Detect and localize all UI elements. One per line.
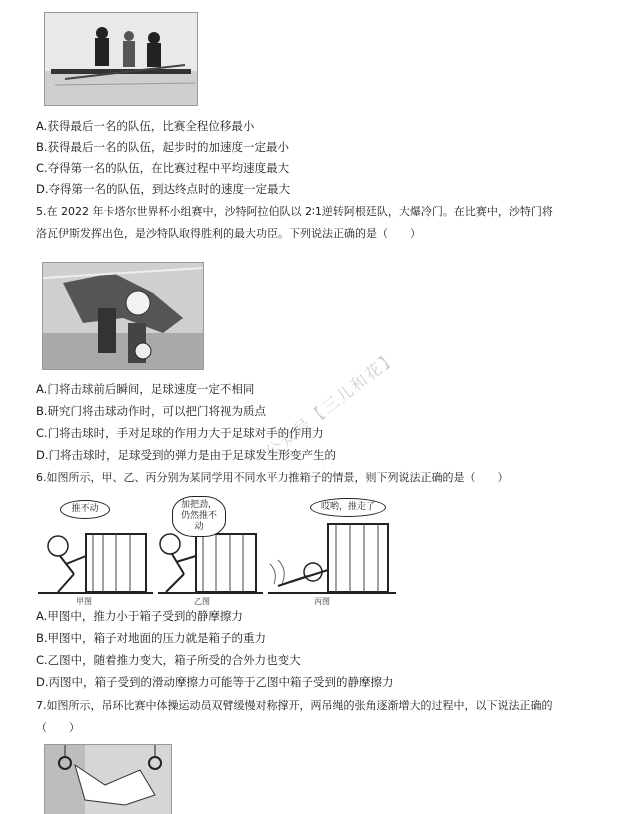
watermark: 公众号【三儿和花】 (261, 346, 402, 462)
gymnast-rings-photo (44, 744, 172, 814)
q6-option-d: D.丙图中，箱子受到的滑动摩擦力可能等于乙图中箱子受到的静摩擦力 (36, 675, 394, 689)
bubble-jia: 推不动 (60, 500, 110, 519)
q6-stem: 6.如图所示，甲、乙、丙分别为某同学用不同水平力推箱子的情景，则下列说法正确的是（ ） (36, 471, 509, 484)
q5-stem-line2: 洛瓦伊斯发挥出色，是沙特队取得胜利的最大功臣。下列说法正确的是（ ） (36, 227, 421, 240)
rowing-photo (44, 12, 198, 106)
box-pushing-cartoon (38, 494, 398, 604)
q5-option-b: B.研究门将击球动作时，可以把门将视为质点 (36, 404, 267, 418)
q4-option-d: D.夺得第一名的队伍，到达终点时的速度一定最大 (36, 182, 291, 196)
q6-option-b: B.甲图中，箱子对地面的压力就是箱子的重力 (36, 631, 267, 645)
q4-option-c: C.夺得第一名的队伍，在比赛过程中平均速度最大 (36, 161, 290, 175)
caption-jia: 甲图 (76, 597, 92, 606)
gymnast-rings-drawing (45, 745, 171, 814)
caption-yi: 乙图 (194, 597, 210, 606)
bubble-yi: 加把劲，仍然推不动 (172, 496, 226, 537)
goalkeeper-photo-drawing (43, 263, 203, 369)
bubble-bing: 哎哟，推走了 (310, 498, 386, 517)
q6-option-a: A.甲图中，推力小于箱子受到的静摩擦力 (36, 609, 243, 623)
q4-option-a: A.获得最后一名的队伍，比赛全程位移最小 (36, 119, 255, 133)
caption-bing: 丙图 (314, 597, 330, 606)
q7-stem-line1: 7.如图所示，吊环比赛中体操运动员双臂缓慢对称撑开，两吊绳的张角逐渐增大的过程中，以下说法正确的 (36, 699, 553, 712)
q4-option-b: B.获得最后一名的队伍，起步时的加速度一定最小 (36, 140, 290, 154)
q5-option-c: C.门将击球时，手对足球的作用力大于足球对手的作用力 (36, 426, 324, 440)
q5-stem-line1: 5.在 2022 年卡塔尔世界杯小组赛中，沙特阿拉伯队以 2∶1逆转阿根廷队，大爆冷门。在比赛中，沙特门将 (36, 205, 553, 218)
rowing-photo-drawing (45, 13, 197, 105)
q6-option-c: C.乙图中，随着推力变大，箱子所受的合外力也变大 (36, 653, 301, 667)
q7-stem-line2: （ ） (36, 721, 80, 734)
q5-option-d: D.门将击球时，足球受到的弹力是由于足球发生形变产生的 (36, 448, 337, 462)
goalkeeper-photo (42, 262, 204, 370)
q5-option-a: A.门将击球前后瞬间，足球速度一定不相同 (36, 382, 255, 396)
